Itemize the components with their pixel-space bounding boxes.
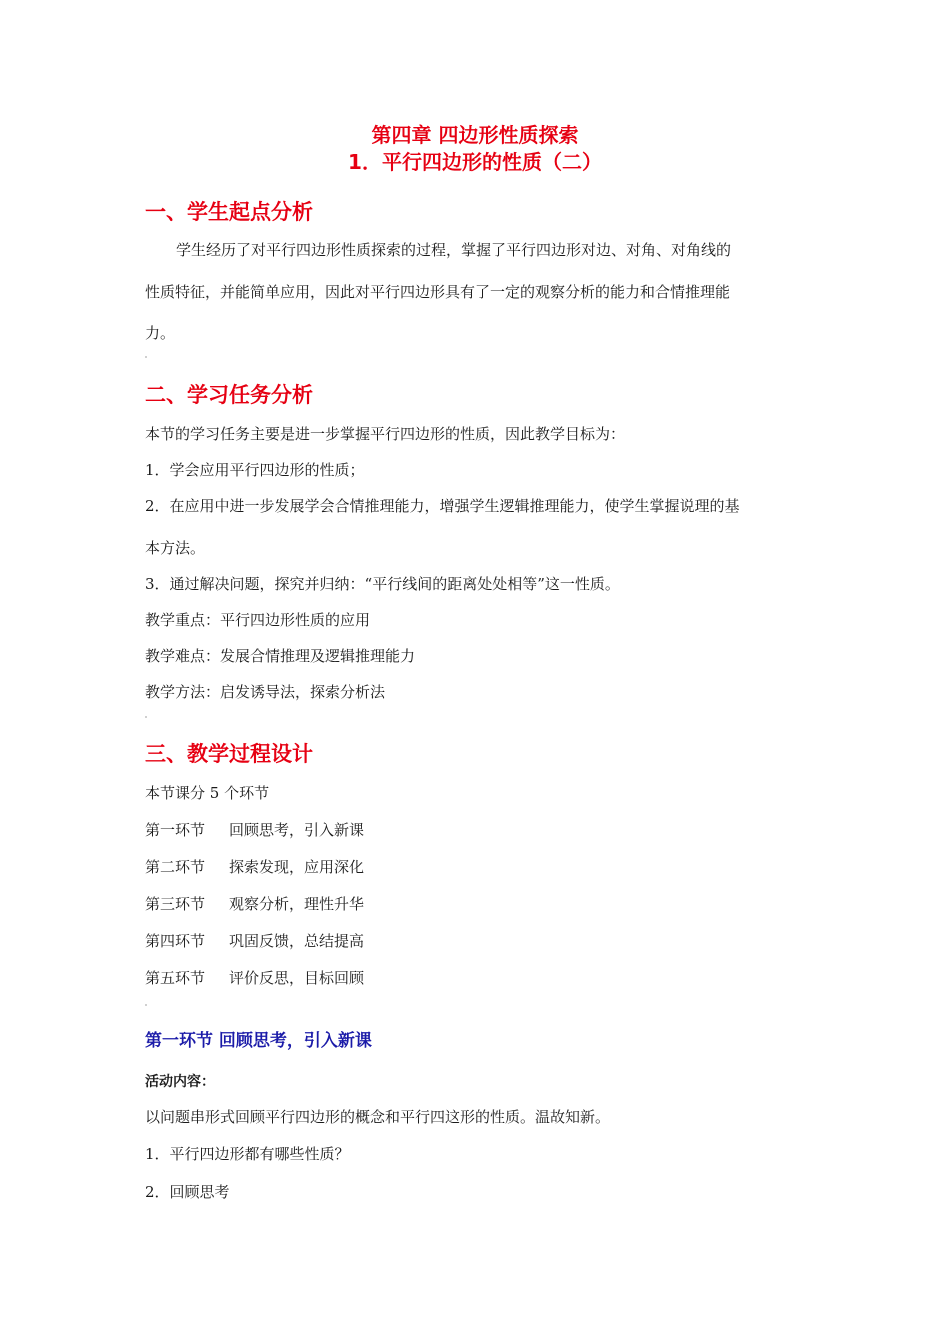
step-line-2 xyxy=(145,856,364,878)
section1-line-1: 学生经历了对平行四边形性质探索的过程，掌握了平行四边形对边、对角、对角线的 xyxy=(176,241,732,259)
question-1: 1．平行四边形都有哪些性质？ xyxy=(145,1145,350,1163)
step-label: 第一环节 xyxy=(145,821,206,839)
step-line-1 xyxy=(145,819,364,841)
teaching-method: 教学方法：启发诱导法，探索分析法 xyxy=(145,683,386,701)
section3-heading: 三、教学过程设计 xyxy=(145,742,313,766)
activity-description: 以问题串形式回顾平行四边形的概念和平行四这形的性质。温故知新。 xyxy=(145,1108,611,1126)
goal-2-line-2: 本方法。 xyxy=(145,539,206,557)
step-text: 观察分析，理性升华 xyxy=(229,895,365,913)
section2-intro: 本节的学习任务主要是进一步掌握平行四边形的性质，因此教学目标为： xyxy=(145,425,626,443)
section1-line-2: 性质特征，并能简单应用，因此对平行四边形具有了一定的观察分析的能力和合情推理能 xyxy=(145,283,731,301)
step-line-4 xyxy=(145,930,364,952)
section1-line-3: 力。 xyxy=(145,324,176,342)
section1-heading: 一、学生起点分析 xyxy=(145,200,313,224)
key-point: 教学重点：平行四边形性质的应用 xyxy=(145,611,371,629)
difficulty: 教学难点：发展合情推理及逻辑推理能力 xyxy=(145,647,416,665)
step-label: 第二环节 xyxy=(145,858,206,876)
step1-heading: 第一环节 回顾思考，引入新课 xyxy=(145,1031,372,1051)
paragraph-mark xyxy=(145,716,147,718)
step-line-5 xyxy=(145,967,364,989)
step-label: 第三环节 xyxy=(145,895,206,913)
step-text: 探索发现，应用深化 xyxy=(229,858,365,876)
section3-intro: 本节课分 5 个环节 xyxy=(145,784,270,802)
chapter-title: 第四章 四边形性质探索 xyxy=(371,123,579,147)
step-label: 第五环节 xyxy=(145,969,206,987)
goal-3: 3．通过解决问题，探究并归纳：“平行线间的距离处处相等”这一性质。 xyxy=(145,575,620,593)
step-text: 评价反思，目标回顾 xyxy=(229,969,365,987)
goal-2-line-1: 2．在应用中进一步发展学会合情推理能力，增强学生逻辑推理能力，使学生掌握说理的基 xyxy=(145,497,740,515)
step-text: 回顾思考，引入新课 xyxy=(229,821,365,839)
paragraph-mark xyxy=(145,1004,147,1006)
question-2: 2．回顾思考 xyxy=(145,1183,230,1201)
section2-heading: 二、学习任务分析 xyxy=(145,383,313,407)
paragraph-mark xyxy=(145,356,147,358)
activity-label: 活动内容： xyxy=(145,1074,215,1090)
goal-1: 1．学会应用平行四边形的性质； xyxy=(145,461,365,479)
step-text: 巩固反馈，总结提高 xyxy=(229,932,365,950)
step-label: 第四环节 xyxy=(145,932,206,950)
lesson-title: 1．平行四边形的性质（二） xyxy=(348,150,602,174)
step-line-3 xyxy=(145,893,364,915)
